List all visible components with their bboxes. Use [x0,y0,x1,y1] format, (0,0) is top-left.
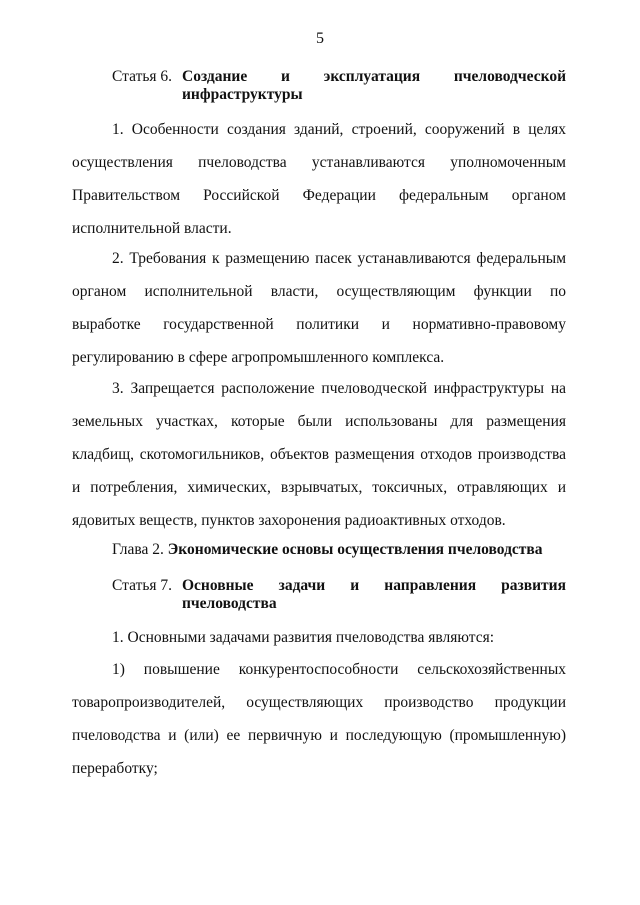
article-6-title [182,68,566,104]
chapter-2-heading [112,541,566,559]
article-6-paragraph-1: 1. Особенности создания зданий, строений, сооружений в целях осуществления пчеловодства устанавливаются уполномоченным Правительством Российской Федерации федеральным органом исполнительной власти. [72,121,566,237]
article-6-paragraph-2: 2. Требования к размещению пасек устанавливаются федеральным органом исполнительной власти, осуществляющим функции по выработке государственной политики и нормативно-правовому регулированию в сфере агропромышленного комплекса. [72,250,566,366]
chapter-2-title: Экономические основы осуществления пчеловодства [167,541,543,558]
article-6-title-line1: Создание и эксплуатация пчеловодческой [182,68,566,85]
article-7-label: Статья 7. [112,577,173,594]
chapter-2-label: Глава 2. [112,541,164,558]
page-number: 5 [316,30,324,47]
article-7-title-line1: Основные задачи и направления развития [182,577,566,594]
article-7-title [182,577,566,613]
article-6-label: Статья 6. [112,68,173,85]
article-6-heading [112,68,566,104]
article-7-paragraph-1: 1. Основными задачами развития пчеловодства являются: [112,629,495,646]
article-7-heading [112,577,566,613]
article-6-title-line2: инфраструктуры [182,86,303,103]
article-6-paragraph-3: 3. Запрещается расположение пчеловодческой инфраструктуры на земельных участках, которые были использованы для размещения кладбищ, скотомогильников, объектов размещения отходов производства и потребления, химических, взрывчатых, токсичных, отравляющих и ядовитых веществ, пунктов захоронения радиоактивных отходов. [72,380,566,529]
article-7-title-line2: пчеловодства [182,595,277,612]
article-7-list-item-1: 1) повышение конкурентоспособности сельскохозяйственных товаропроизводителей, осуществляющих производство продукции пчеловодства и (или) ее первичную и последующую (промышленную) переработку; [72,661,566,777]
